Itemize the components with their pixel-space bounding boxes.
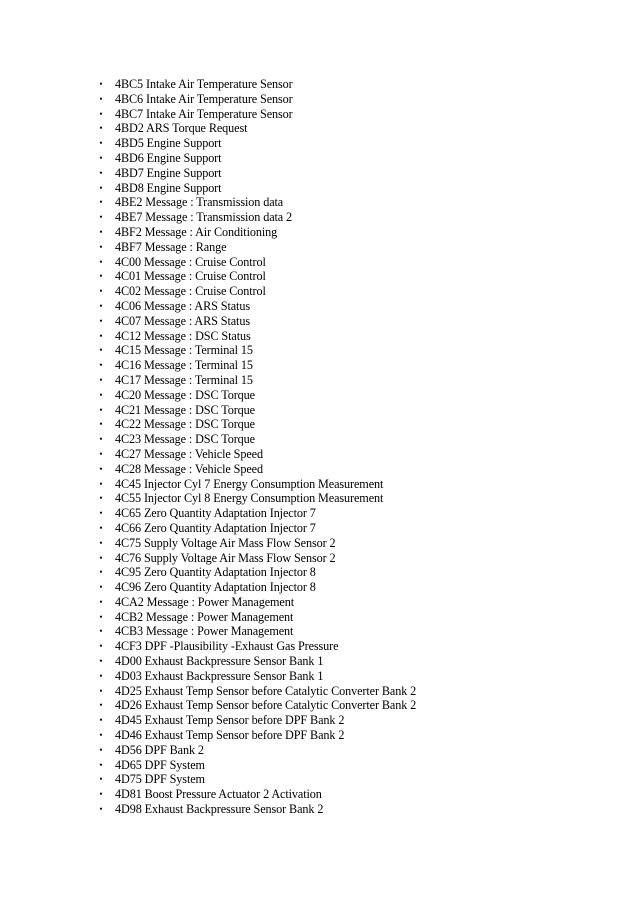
bullet-icon: • (99, 552, 103, 563)
list-item-text: 4CF3 DPF -Plausibility -Exhaust Gas Pressure (115, 639, 339, 654)
bullet-icon: • (99, 730, 103, 741)
list-item-text: 4C96 Zero Quantity Adaptation Injector 8 (115, 580, 316, 595)
list-item (95, 92, 615, 107)
bullet-icon: • (99, 478, 103, 489)
bullet-icon: • (99, 774, 103, 785)
list-item-text: 4C22 Message : DSC Torque (115, 417, 255, 432)
list-item-text: 4C23 Message : DSC Torque (115, 432, 255, 447)
bullet-icon: • (99, 212, 103, 223)
list-item-text: 4C06 Message : ARS Status (115, 298, 250, 313)
bullet-icon: • (99, 670, 103, 681)
list-item (95, 225, 615, 240)
list-item (95, 358, 615, 373)
list-item (95, 269, 615, 284)
list-item (95, 299, 615, 314)
list-item-text: 4C20 Message : DSC Torque (115, 387, 255, 402)
list-item-text: 4BE2 Message : Transmission data (115, 195, 284, 210)
list-item-text: 4BC6 Intake Air Temperature Sensor (115, 91, 293, 106)
list-item (95, 255, 615, 270)
list-item-text: 4C21 Message : DSC Torque (115, 402, 255, 417)
list-item (95, 77, 615, 92)
list-item (95, 743, 615, 758)
bullet-icon: • (99, 271, 103, 282)
list-item (95, 713, 615, 728)
bullet-icon: • (99, 256, 103, 267)
list-item (95, 565, 615, 580)
list-item (95, 432, 615, 447)
list-item-text: 4C16 Message : Terminal 15 (115, 358, 253, 373)
list-item-text: 4BC7 Intake Air Temperature Sensor (115, 106, 293, 121)
list-item (95, 121, 615, 136)
bullet-icon: • (99, 226, 103, 237)
list-item (95, 772, 615, 787)
list-item (95, 728, 615, 743)
list-item-text: 4C95 Zero Quantity Adaptation Injector 8 (115, 565, 316, 580)
list-item-text: 4CB2 Message : Power Management (115, 609, 294, 624)
bullet-icon: • (99, 167, 103, 178)
bullet-icon: • (99, 389, 103, 400)
list-item (95, 373, 615, 388)
list-item (95, 314, 615, 329)
list-item-text: 4D03 Exhaust Backpressure Sensor Bank 1 (115, 668, 324, 683)
list-item-text: 4D75 DPF System (115, 772, 205, 787)
list-item (95, 343, 615, 358)
bullet-icon: • (99, 152, 103, 163)
list-item-text: 4C65 Zero Quantity Adaptation Injector 7 (115, 506, 316, 521)
list-item (95, 166, 615, 181)
bullet-icon: • (99, 300, 103, 311)
list-item (95, 624, 615, 639)
list-item-text: 4C07 Message : ARS Status (115, 313, 250, 328)
list-item (95, 477, 615, 492)
list-item-text: 4C12 Message : DSC Status (115, 328, 251, 343)
list-item (95, 151, 615, 166)
bullet-icon: • (99, 374, 103, 385)
bullet-icon: • (99, 404, 103, 415)
list-item-text: 4D98 Exhaust Backpressure Sensor Bank 2 (115, 802, 324, 817)
bullet-icon: • (99, 656, 103, 667)
bullet-icon: • (99, 567, 103, 578)
list-item-text: 4D81 Boost Pressure Actuator 2 Activation (115, 787, 322, 802)
bullet-icon: • (99, 744, 103, 755)
list-item-text: 4C45 Injector Cyl 7 Energy Consumption Measurement (115, 476, 384, 491)
list-item-text: 4BD6 Engine Support (115, 150, 222, 165)
list-item (95, 758, 615, 773)
bullet-icon: • (99, 715, 103, 726)
list-item (95, 521, 615, 536)
bullet-icon: • (99, 108, 103, 119)
list-item-text: 4C76 Supply Voltage Air Mass Flow Sensor 2 (115, 550, 336, 565)
list-item (95, 610, 615, 625)
list-item-text: 4D56 DPF Bank 2 (115, 742, 204, 757)
list-item-text: 4CA2 Message : Power Management (115, 594, 294, 609)
list-item (95, 491, 615, 506)
list-item-text: 4C28 Message : Vehicle Speed (115, 461, 263, 476)
list-item-text: 4BD8 Engine Support (115, 180, 222, 195)
list-item (95, 388, 615, 403)
list-item-text: 4BE7 Message : Transmission data 2 (115, 210, 293, 225)
list-item-text: 4D45 Exhaust Temp Sensor before DPF Bank 2 (115, 713, 345, 728)
list-item (95, 403, 615, 418)
bullet-icon: • (99, 537, 103, 548)
bullet-icon: • (99, 685, 103, 696)
list-item (95, 284, 615, 299)
list-item-text: 4D25 Exhaust Temp Sensor before Catalytic Converter Bank 2 (115, 683, 417, 698)
bullet-icon: • (99, 345, 103, 356)
list-item (95, 462, 615, 477)
bullet-icon: • (99, 759, 103, 770)
bullet-icon: • (99, 611, 103, 622)
list-item (95, 181, 615, 196)
list-item-text: 4C17 Message : Terminal 15 (115, 372, 253, 387)
list-item (95, 698, 615, 713)
list-item-text: 4D46 Exhaust Temp Sensor before DPF Bank 2 (115, 728, 345, 743)
list-item (95, 329, 615, 344)
list-item-text: 4C01 Message : Cruise Control (115, 269, 266, 284)
bullet-icon: • (99, 93, 103, 104)
list-item-text: 4BD2 ARS Torque Request (115, 121, 248, 136)
bullet-icon: • (99, 241, 103, 252)
list-item (95, 595, 615, 610)
list-item-text: 4D26 Exhaust Temp Sensor before Catalytic Converter Bank 2 (115, 698, 417, 713)
bullet-icon: • (99, 596, 103, 607)
list-item (95, 536, 615, 551)
list-item-text: 4D00 Exhaust Backpressure Sensor Bank 1 (115, 654, 324, 669)
bullet-icon: • (99, 463, 103, 474)
list-item (95, 669, 615, 684)
list-item (95, 195, 615, 210)
list-item-text: 4C02 Message : Cruise Control (115, 284, 266, 299)
list-item (95, 551, 615, 566)
list-item-text: 4C66 Zero Quantity Adaptation Injector 7 (115, 520, 316, 535)
list-item-text: 4C75 Supply Voltage Air Mass Flow Sensor 2 (115, 535, 336, 550)
list-item (95, 417, 615, 432)
bullet-icon: • (99, 804, 103, 815)
bullet-icon: • (99, 79, 103, 89)
bullet-icon: • (99, 419, 103, 430)
list-item (95, 684, 615, 699)
list-item-text: 4C27 Message : Vehicle Speed (115, 446, 263, 461)
list-item-text: 4C15 Message : Terminal 15 (115, 343, 253, 358)
bullet-icon: • (99, 641, 103, 652)
bullet-icon: • (99, 197, 103, 208)
bullet-icon: • (99, 508, 103, 519)
bullet-icon: • (99, 448, 103, 459)
bullet-icon: • (99, 700, 103, 711)
list-item-text: 4BF2 Message : Air Conditioning (115, 224, 278, 239)
list-item-text: 4BD5 Engine Support (115, 136, 222, 151)
list-item (95, 210, 615, 225)
bullet-icon: • (99, 626, 103, 637)
bullet-icon: • (99, 493, 103, 504)
bullet-icon: • (99, 315, 103, 326)
bullet-icon: • (99, 138, 103, 149)
bullet-icon: • (99, 434, 103, 445)
list-item (95, 787, 615, 802)
list-item (95, 136, 615, 151)
bullet-icon: • (99, 123, 103, 134)
list-item-text: 4C55 Injector Cyl 8 Energy Consumption Measurement (115, 491, 384, 506)
list-item-text: 4BF7 Message : Range (115, 239, 227, 254)
list-item-text: 4CB3 Message : Power Management (115, 624, 294, 639)
bullet-icon: • (99, 330, 103, 341)
list-item (95, 447, 615, 462)
list-item-text: 4BC5 Intake Air Temperature Sensor (115, 77, 293, 91)
list-item (95, 580, 615, 595)
bullet-icon: • (99, 286, 103, 297)
bullet-icon: • (99, 182, 103, 193)
list-item-text: 4D65 DPF System (115, 757, 205, 772)
list-item (95, 639, 615, 654)
bullet-icon: • (99, 360, 103, 371)
list-item-text: 4C00 Message : Cruise Control (115, 254, 266, 269)
list-item (95, 240, 615, 255)
list-item (95, 802, 615, 817)
bullet-icon: • (99, 582, 103, 593)
bullet-icon: • (99, 789, 103, 800)
list-item (95, 654, 615, 669)
list-item (95, 107, 615, 122)
list-item (95, 506, 615, 521)
list-item-text: 4BD7 Engine Support (115, 165, 222, 180)
fault-code-list (95, 77, 615, 817)
bullet-icon: • (99, 522, 103, 533)
